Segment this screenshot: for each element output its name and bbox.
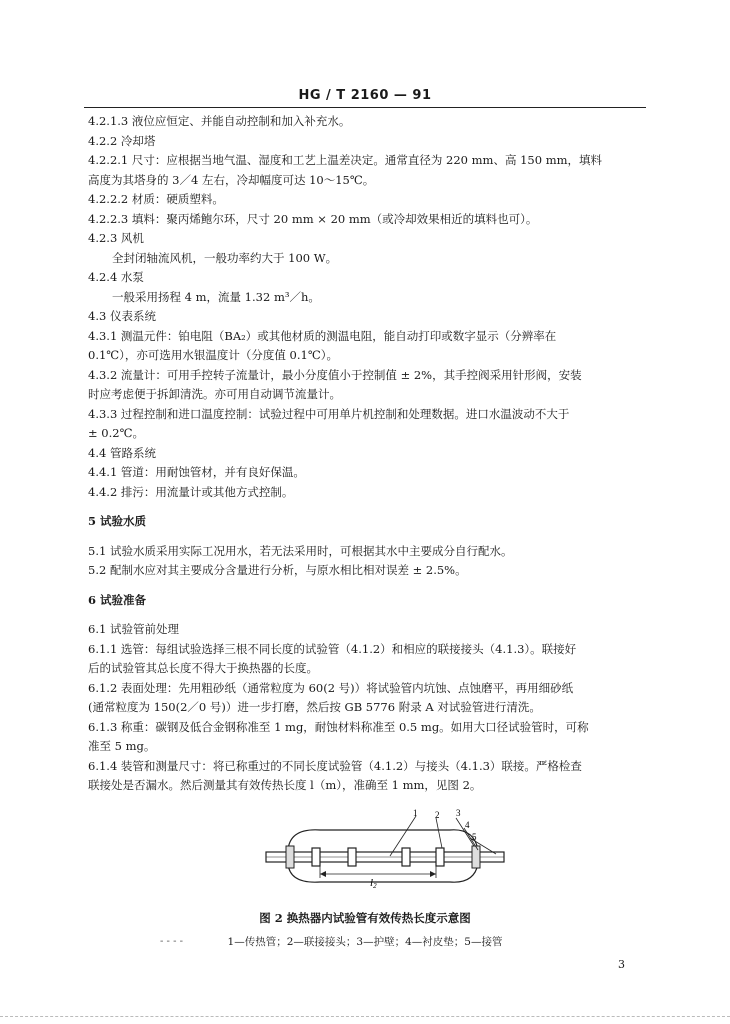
text-line: 后的试验管其总长度不得大于换热器的长度。 (88, 661, 318, 675)
figure-label-4: 4 (465, 820, 470, 830)
scan-edge (0, 1016, 730, 1017)
text-line: 4.4.1 管道：用耐蚀管材，并有良好保温。 (88, 465, 305, 479)
wall-left (286, 846, 294, 868)
text-line: 4.3.1 测温元件：铂电阻（BA₂）或其他材质的测温电阻，能自动打印或数字显示（分辨率在 (88, 328, 557, 343)
page-number: 3 (618, 958, 625, 971)
housing-bottom (288, 864, 478, 882)
text-line: 4.3 仪表系统 (88, 309, 156, 323)
section-gap (88, 532, 648, 542)
header-rule (84, 107, 646, 108)
standard-code-header: HG / T 2160 — 91 (298, 88, 432, 103)
text-line: 准至 5 mg。 (88, 739, 156, 753)
text-line: 联接处是否漏水。然后测量其有效传热长度 l（m），准确至 1 mm，见图 2。 (88, 778, 482, 792)
figure-label-2: 2 (435, 810, 440, 820)
text-line: 4.2.1.3 液位应恒定、并能自动控制和加入补充水。 (88, 114, 351, 128)
text-line: (通常粒度为 150(2／0 号)）进一步打磨，然后按 GB 5776 附录 A 对试验管进行清洗。 (88, 700, 541, 714)
section-heading: 5 试验水质 (88, 514, 147, 528)
text-line: 4.2.3 风机 (88, 231, 144, 245)
text-line: 4.2.2.2 材质：硬质塑料。 (88, 192, 224, 206)
text-line: 4.2.2.3 填料：聚丙烯鲍尔环，尺寸 20 mm × 20 mm（或冷却效果相近的填料也可）。 (88, 211, 538, 226)
text-line: 5.1 试验水质采用实际工况用水，若无法采用时，可根据其水中主要成分自行配水。 (88, 543, 513, 558)
joint (402, 848, 410, 866)
joint (348, 848, 356, 866)
text-line: 全封闭轴流风机，一般功率约大于 100 W。 (112, 250, 338, 265)
joint (436, 848, 444, 866)
figure-heat-exchanger-diagram (260, 808, 510, 908)
text-line: 6.1.1 选管：每组试验选择三根不同长度的试验管（4.1.2）和相应的联接接头（4.1.3）。联接好 (88, 641, 577, 656)
wall-right (472, 846, 480, 868)
figure-legend: 1—传热管；2—联接接头；3—护壁；4—衬皮垫；5—接管 (227, 936, 503, 948)
legend-dash: - - - - (160, 936, 184, 947)
text-line: 4.4 管路系统 (88, 445, 156, 460)
figure-label-5: 5 (472, 832, 477, 842)
dimension-label: l2 (370, 877, 377, 890)
text-line: 4.2.2 冷却塔 (88, 133, 156, 148)
section-gap (88, 581, 648, 591)
text-line: 6.1.2 表面处理：先用粗砂纸（通常粒度为 60(2 号)）将试验管内坑蚀、点蚀磨平，再用细砂纸 (88, 680, 574, 695)
text-line: 时应考虑便于拆卸清洗。亦可用自动调节流量计。 (88, 387, 341, 401)
text-line: 4.4.2 排污：用流量计或其他方式控制。 (88, 484, 294, 499)
figure-label-1: 1 (413, 808, 418, 818)
housing-top (288, 830, 478, 850)
text-line: ± 0.2℃。 (88, 426, 144, 440)
section-gap (88, 610, 648, 620)
text-line: 4.3.3 过程控制和进口温度控制：试验过程中可用单片机控制和处理数据。进口水温波动不大于 (88, 406, 570, 421)
text-line: 4.2.2.1 尺寸：应根据当地气温、湿度和工艺上温差决定。通常直径为 220 mm、高 150 mm，填料 (88, 153, 603, 167)
text-line: 4.2.4 水泵 (88, 270, 144, 284)
text-line: 0.1℃），亦可选用水银温度计（分度值 0.1℃）。 (88, 348, 338, 362)
text-line: 4.3.2 流量计：可用手控转子流量计，最小分度值小于控制值 ± 2%，其手控阀采用针形阀，安装 (88, 367, 582, 382)
figure-label-3: 3 (456, 808, 461, 818)
text-line: 一般采用扬程 4 m，流量 1.32 m³／h。 (112, 289, 320, 304)
text-line: 6.1.4 装管和测量尺寸：将已称重过的不同长度试验管（4.1.2）与接头（4.1.3）联接。严格检查 (88, 758, 582, 773)
section-gap (88, 502, 648, 512)
section-heading: 6 试验准备 (88, 592, 147, 607)
figure-caption: 图 2 换热器内试验管有效传热长度示意图 (259, 911, 471, 925)
text-line: 6.1 试验管前处理 (88, 622, 179, 636)
text-line: 5.2 配制水应对其主要成分含量进行分析，与原水相比相对误差 ± 2.5%。 (88, 563, 467, 577)
text-line: 高度为其塔身的 3／4 左右，冷却幅度可达 10～15℃。 (88, 172, 375, 187)
body-text (88, 112, 648, 796)
joint (312, 848, 320, 866)
text-line: 6.1.3 称重：碳钢及低合金钢称准至 1 mg，耐蚀材料称准至 0.5 mg。如用大口径试验管时，可称 (88, 719, 589, 734)
